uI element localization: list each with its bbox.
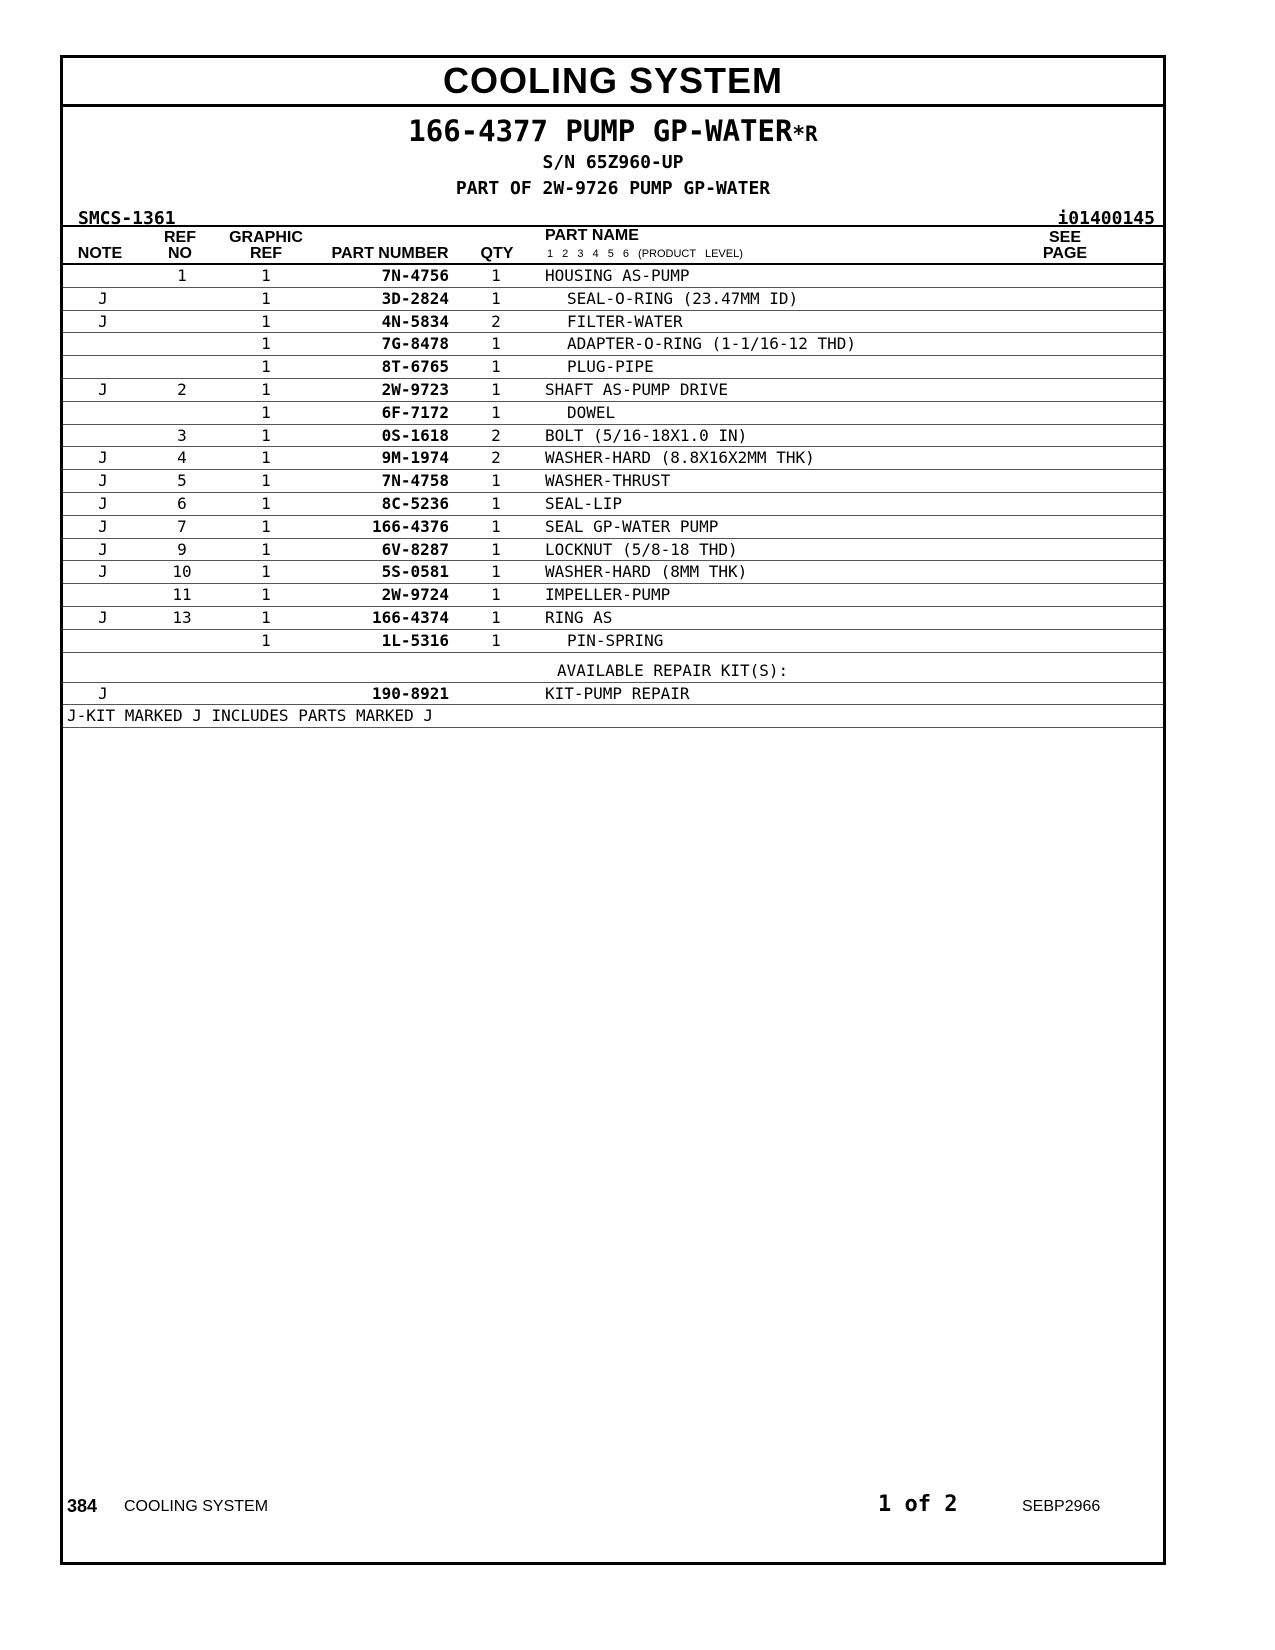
part-number-cell: 2W-9723 xyxy=(381,379,449,399)
qty-cell: 2 xyxy=(491,448,501,468)
repair-kits-label: AVAILABLE REPAIR KIT(S): xyxy=(557,660,789,680)
part-name-cell: SEAL GP-WATER PUMP xyxy=(545,516,719,536)
col-see-2: PAGE xyxy=(1042,245,1088,262)
part-name-cell: SHAFT AS-PUMP DRIVE xyxy=(545,379,729,399)
kit-row xyxy=(63,683,1163,706)
table-row xyxy=(63,265,1163,288)
graphic-ref-cell: 1 xyxy=(261,516,271,536)
qty-cell: 2 xyxy=(491,311,501,331)
ref-no-cell: 6 xyxy=(177,493,187,513)
qty-cell: 1 xyxy=(491,493,501,513)
part-of: PART OF 2W-9726 PUMP GP-WATER xyxy=(455,178,771,199)
graphic-ref-cell: 1 xyxy=(261,266,271,285)
qty-cell: 1 xyxy=(491,607,501,627)
graphic-ref-cell: 1 xyxy=(261,379,271,399)
ref-no-cell: 3 xyxy=(177,425,187,445)
note-cell: J xyxy=(98,493,108,513)
col-graphic-1: GRAPHIC xyxy=(229,229,303,246)
graphic-ref-cell: 1 xyxy=(261,402,271,422)
part-number-cell: 8T-6765 xyxy=(381,357,449,377)
table-row xyxy=(63,584,1163,607)
footnote: J-KIT MARKED J INCLUDES PARTS MARKED J xyxy=(67,706,434,726)
note-cell: J xyxy=(98,311,108,331)
graphic-ref-cell: 1 xyxy=(261,562,271,582)
table-row xyxy=(63,561,1163,584)
part-name-cell: SEAL-O-RING (23.47MM ID) xyxy=(567,288,799,308)
note-cell: J xyxy=(98,683,108,703)
group-title-suffix: *R xyxy=(792,122,818,146)
group-title-text: 166-4377 PUMP GP-WATER xyxy=(408,114,793,148)
serial-number: S/N 65Z960-UP xyxy=(542,152,684,173)
qty-cell: 1 xyxy=(491,379,501,399)
part-number-cell: 7G-8478 xyxy=(381,334,449,354)
ref-no-cell: 13 xyxy=(172,607,192,627)
table-row xyxy=(63,516,1163,539)
page-of: 1 of 2 xyxy=(878,1492,958,1517)
table-row xyxy=(63,607,1163,630)
graphic-ref-cell: 1 xyxy=(261,311,271,331)
part-number-cell: 1L-5316 xyxy=(381,630,449,650)
footer-section: COOLING SYSTEM xyxy=(124,1498,269,1515)
qty-cell: 1 xyxy=(491,630,501,650)
smcs-code: SMCS-1361 xyxy=(78,208,176,229)
part-number-cell: 2W-9724 xyxy=(381,585,449,605)
graphic-ref-cell: 1 xyxy=(261,448,271,468)
part-name-cell: FILTER-WATER xyxy=(567,311,683,331)
col-see-1: SEE xyxy=(1048,229,1081,246)
table-row xyxy=(63,402,1163,425)
table-row xyxy=(63,311,1163,334)
page-number: 384 xyxy=(67,1496,98,1516)
part-number-cell: 0S-1618 xyxy=(381,425,449,445)
section-title: COOLING SYSTEM xyxy=(63,58,1163,107)
part-number-cell: 9M-1974 xyxy=(381,448,449,468)
parts-table xyxy=(63,265,1163,728)
note-cell: J xyxy=(98,562,108,582)
graphic-ref-cell: 1 xyxy=(261,585,271,605)
note-cell: J xyxy=(98,448,108,468)
part-number-cell: 8C-5236 xyxy=(381,493,449,513)
qty-cell: 1 xyxy=(491,562,501,582)
ref-no-cell: 10 xyxy=(172,562,192,582)
repair-kits-label-row xyxy=(63,653,1163,683)
qty-cell: 1 xyxy=(491,288,501,308)
col-ref-no-1: REF xyxy=(164,229,196,246)
ref-no-cell: 9 xyxy=(177,539,187,559)
part-number-cell: 166-4376 xyxy=(371,516,449,536)
graphic-ref-cell: 1 xyxy=(261,471,271,491)
ref-no-cell: 5 xyxy=(177,471,187,491)
qty-cell: 1 xyxy=(491,471,501,491)
col-ref-no-2: NO xyxy=(168,245,192,262)
note-cell: J xyxy=(98,288,108,308)
qty-cell: 1 xyxy=(491,402,501,422)
part-name-cell: WASHER-THRUST xyxy=(545,471,671,491)
note-cell: J xyxy=(98,471,108,491)
ref-no-cell: 4 xyxy=(177,448,187,468)
table-row xyxy=(63,539,1163,562)
part-number-cell: 4N-5834 xyxy=(381,311,449,331)
table-row xyxy=(63,356,1163,379)
qty-cell: 1 xyxy=(491,516,501,536)
graphic-ref-cell: 1 xyxy=(261,539,271,559)
ref-no-cell: 2 xyxy=(177,379,187,399)
part-number-cell: 5S-0581 xyxy=(381,562,449,582)
part-name-cell: KIT-PUMP REPAIR xyxy=(545,683,690,703)
part-number-cell: 190-8921 xyxy=(371,683,449,703)
qty-cell: 2 xyxy=(491,425,501,445)
note-cell: J xyxy=(98,379,108,399)
part-number-cell: 6F-7172 xyxy=(381,402,449,422)
note-cell: J xyxy=(98,607,108,627)
table-row xyxy=(63,470,1163,493)
part-name-cell: BOLT (5/16-18X1.0 IN) xyxy=(545,425,748,445)
table-row xyxy=(63,425,1163,448)
product-level-legend: 1 2 3 4 5 6 (PRODUCT LEVEL) xyxy=(547,248,743,260)
document-id: i01400145 xyxy=(1057,208,1155,229)
graphic-ref-cell: 1 xyxy=(261,607,271,627)
part-name-cell: IMPELLER-PUMP xyxy=(545,585,671,605)
qty-cell: 1 xyxy=(491,334,501,354)
table-row xyxy=(63,493,1163,516)
publication-id: SEBP2966 xyxy=(1022,1498,1101,1515)
graphic-ref-cell: 1 xyxy=(261,425,271,445)
qty-cell: 1 xyxy=(491,266,501,285)
table-row xyxy=(63,630,1163,653)
ref-no-cell: 1 xyxy=(177,266,187,285)
col-qty: QTY xyxy=(480,245,514,262)
graphic-ref-cell: 1 xyxy=(261,357,271,377)
part-number-cell: 7N-4758 xyxy=(381,471,449,491)
part-name-cell: LOCKNUT (5/8-18 THD) xyxy=(545,539,738,559)
part-name-cell: HOUSING AS-PUMP xyxy=(545,266,690,285)
table-row xyxy=(63,333,1163,356)
part-name-cell: WASHER-HARD (8MM THK) xyxy=(545,562,748,582)
col-note: NOTE xyxy=(77,245,123,262)
page-footer xyxy=(0,1492,1275,1526)
part-number-cell: 7N-4756 xyxy=(381,266,449,285)
qty-cell: 1 xyxy=(491,357,501,377)
col-graphic-2: REF xyxy=(250,245,282,262)
graphic-ref-cell: 1 xyxy=(261,630,271,650)
part-name-cell: SEAL-LIP xyxy=(545,493,623,513)
table-row xyxy=(63,288,1163,311)
note-cell: J xyxy=(98,516,108,536)
note-cell: J xyxy=(98,539,108,559)
part-name-cell: WASHER-HARD (8.8X16X2MM THK) xyxy=(545,448,815,468)
group-title xyxy=(63,114,1163,151)
table-row xyxy=(63,379,1163,402)
graphic-ref-cell: 1 xyxy=(261,334,271,354)
part-name-cell: ADAPTER-O-RING (1-1/16-12 THD) xyxy=(567,334,856,354)
part-number-cell: 3D-2824 xyxy=(381,288,449,308)
part-number-cell: 166-4374 xyxy=(371,607,449,627)
graphic-ref-cell: 1 xyxy=(261,493,271,513)
qty-cell: 1 xyxy=(491,585,501,605)
graphic-ref-cell: 1 xyxy=(261,288,271,308)
part-name-cell: DOWEL xyxy=(567,402,616,422)
ref-no-cell: 11 xyxy=(172,585,192,605)
part-name-cell: PLUG-PIPE xyxy=(567,357,654,377)
col-part-name: PART NAME xyxy=(545,227,639,244)
qty-cell: 1 xyxy=(491,539,501,559)
part-name-cell: PIN-SPRING xyxy=(567,630,664,650)
table-row xyxy=(63,447,1163,470)
footnote-row xyxy=(63,705,1163,728)
part-name-cell: RING AS xyxy=(545,607,613,627)
ref-no-cell: 7 xyxy=(177,516,187,536)
col-part-number: PART NUMBER xyxy=(331,245,449,262)
part-number-cell: 6V-8287 xyxy=(381,539,449,559)
parts-page-frame xyxy=(60,55,1166,1565)
